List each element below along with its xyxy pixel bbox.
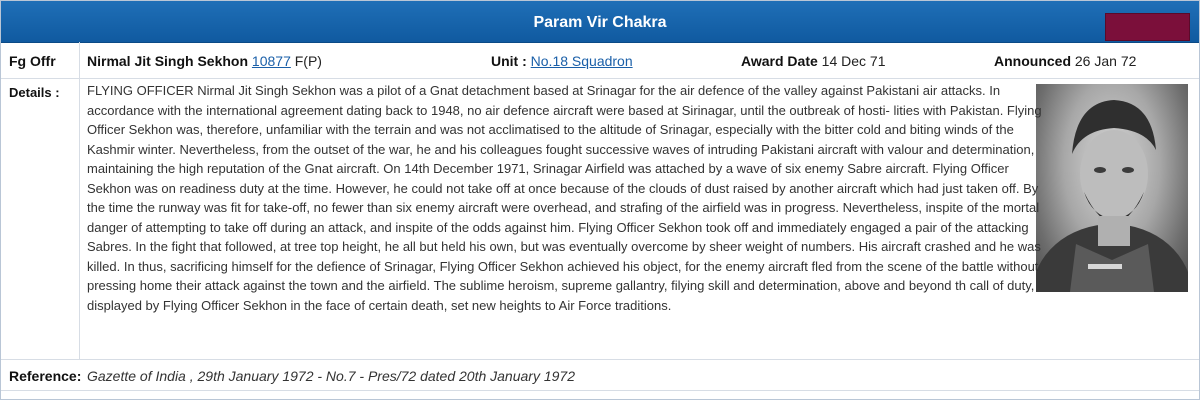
award-title-banner [1, 1, 1199, 43]
announced-cell [994, 42, 1136, 78]
award-date: 14 Dec 71 [821, 53, 886, 69]
unit-label: Unit : [491, 53, 527, 69]
citation-text [87, 81, 1049, 315]
citation-paragraph: FLYING OFFICER Nirmal Jit Singh Sekhon was a pilot of a Gnat detachment based at Srinagar for the air defence of the valley against Pakistani air attacks. In accordance with the international agreement dating back to 1948, no air defence aircraft were based at Sirinagar, until the outbreak of hosti- lities with Pakistan. Flying Officer Sekhon was, therefore, unfamiliar with the terrain and was not acclimatised to the altitude of Srinagar, especially with the bitter cold and biting winds of the Kashmir winter. Nevertheless, from the outset of the war, he and his colleagues fought successive waves of intruding Pakistani aircraft with valour and determination, maintaining the high reputation of the Gnat aircraft. On 14th December 1971, Srinagar Airfield was attached by a wave of six enemy Sabre aircraft. Flying Officer Sekhon was on readiness duty at the time. However, he could not take off at once because of the clouds of dust raised by another aircraft which had just taken off. By the time the runway was fit for take-off, no fewer than six enemy aircraft were overhead, and strafing of the airfield was in progress. Nevertheless, inspite of the mortal danger of attempting to take off during an attack, and inspite of the odds against him. Flying Officer Sekhon took off and immediately engaged a pair of the attacking Sabres. In the fight that followed, at tree top height, he all but held his own, but was eventually overcome by sheer weight of numbers. His aircraft crashed and he was killed. In thus, sacrificing himself for the defience of Srinagar, Flying Officer Sekhon achieved his object, for the enemy aircraft fled from the scene of the battle without pressing home their attack against the town and the airfield. The sublime heroism, supreme gallantry, filying skill and determination, above and beyond th call of duty, displayed by Flying Officer Sekhon in the face of certain death, set new heights to Air Force traditions. [87, 83, 1042, 313]
award-date-cell [741, 42, 886, 78]
medal-ribbon-swatch [1105, 13, 1190, 41]
award-title: Param Vir Chakra [533, 14, 667, 31]
portrait-photo [1036, 84, 1188, 292]
announced-label: Announced [994, 53, 1071, 69]
award-date-label: Award Date [741, 53, 818, 69]
unit-cell [491, 42, 633, 78]
rank: Fg Offr [9, 53, 56, 69]
reference-text: Gazette of India , 29th January 1972 - No.7 - Pres/72 dated 20th January 1972 [87, 368, 575, 384]
reference-label: Reference: [9, 368, 82, 384]
person-cell [87, 42, 322, 78]
label-column-divider [79, 42, 80, 359]
branch: F(P) [294, 53, 322, 69]
record-summary-row [1, 42, 1199, 79]
person-name: Nirmal Jit Singh Sekhon [87, 53, 249, 69]
reference-row [1, 359, 1199, 391]
unit-link[interactable]: No.18 Squadron [530, 53, 633, 69]
service-number-link[interactable]: 10877 [251, 53, 291, 69]
details-label: Details : [9, 85, 60, 100]
announced-date: 26 Jan 72 [1074, 53, 1137, 69]
